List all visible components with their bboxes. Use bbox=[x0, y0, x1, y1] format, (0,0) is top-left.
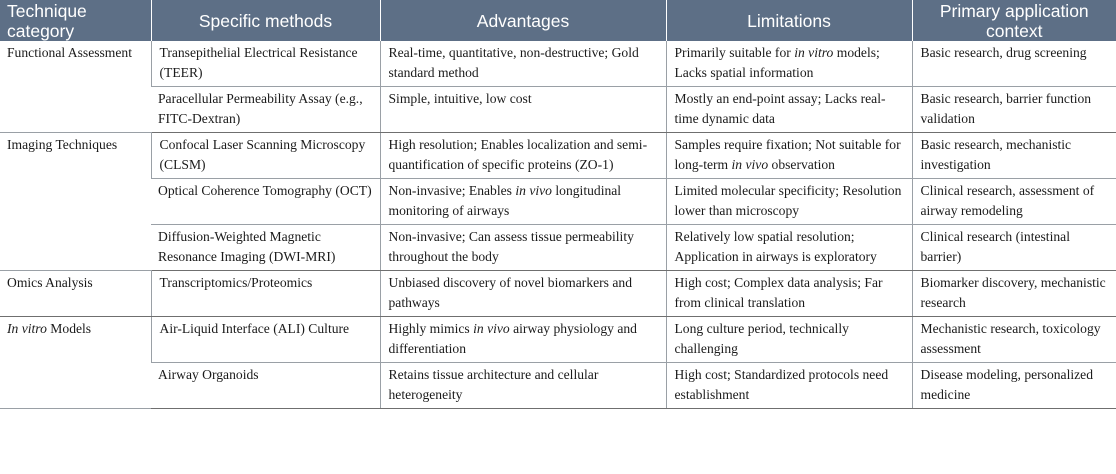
category-cell bbox=[0, 317, 151, 409]
category-text: Models bbox=[46, 321, 92, 336]
limitations-cell: Long culture period, technically challenging bbox=[666, 317, 912, 363]
limitations-cell: Limited molecular specificity; Resolution lower than microscopy bbox=[666, 179, 912, 225]
table-row bbox=[0, 363, 1116, 409]
advantages-italic: in vivo bbox=[473, 321, 510, 336]
limitations-cell: High cost; Complex data analysis; Far from clinical translation bbox=[666, 271, 912, 317]
method-cell: Confocal Laser Scanning Microscopy (CLSM) bbox=[151, 133, 380, 179]
method-cell: Paracellular Permeability Assay (e.g., FITC-Dextran) bbox=[151, 87, 380, 133]
table-row bbox=[0, 133, 1116, 179]
context-cell: Clinical research (intestinal barrier) bbox=[912, 225, 1116, 271]
context-cell: Biomarker discovery, mechanistic research bbox=[912, 271, 1116, 317]
advantages-italic: in vivo bbox=[515, 183, 552, 198]
advantages-cell: Non-invasive; Can assess tissue permeability throughout the body bbox=[380, 225, 666, 271]
advantages-text: longitudinal monitoring of airways bbox=[388, 183, 622, 218]
limitations-cell: High cost; Standardized protocols need establishment bbox=[666, 363, 912, 409]
context-cell: Clinical research, assessment of airway remodeling bbox=[912, 179, 1116, 225]
advantages-cell bbox=[380, 179, 666, 225]
advantages-cell bbox=[380, 317, 666, 363]
header-specific-methods: Specific methods bbox=[151, 0, 380, 41]
method-cell: Optical Coherence Tomography (OCT) bbox=[151, 179, 380, 225]
category-cell: Functional Assessment bbox=[0, 41, 151, 133]
context-cell: Basic research, mechanistic investigation bbox=[912, 133, 1116, 179]
limitations-text: models; Lacks spatial information bbox=[674, 45, 880, 80]
context-cell: Basic research, barrier function validation bbox=[912, 87, 1116, 133]
header-technique-category: Technique category bbox=[0, 0, 151, 41]
table-row bbox=[0, 317, 1116, 363]
limitations-text: Primarily suitable for bbox=[674, 45, 795, 60]
table-row bbox=[0, 271, 1116, 317]
limitations-cell: Relatively low spatial resolution; Application in airways is exploratory bbox=[666, 225, 912, 271]
context-cell: Basic research, drug screening bbox=[912, 41, 1116, 87]
header-row bbox=[0, 0, 1116, 41]
method-cell: Transcriptomics/Proteomics bbox=[151, 271, 380, 317]
limitations-italic: in vitro bbox=[794, 45, 834, 60]
limitations-cell bbox=[666, 41, 912, 87]
advantages-cell: High resolution; Enables localization and semi-quantification of specific proteins (ZO-1) bbox=[380, 133, 666, 179]
header-primary-application-context: Primary application context bbox=[912, 0, 1116, 41]
method-cell: Air-Liquid Interface (ALI) Culture bbox=[151, 317, 380, 363]
advantages-cell: Real-time, quantitative, non-destructive; Gold standard method bbox=[380, 41, 666, 87]
method-cell: Airway Organoids bbox=[151, 363, 380, 409]
category-cell: Imaging Techniques bbox=[0, 133, 151, 271]
advantages-cell: Simple, intuitive, low cost bbox=[380, 87, 666, 133]
category-cell: Omics Analysis bbox=[0, 271, 151, 317]
limitations-cell: Mostly an end-point assay; Lacks real-time dynamic data bbox=[666, 87, 912, 133]
table-row bbox=[0, 179, 1116, 225]
category-italic: In vitro bbox=[7, 321, 47, 336]
advantages-text: Highly mimics bbox=[388, 321, 474, 336]
table-row bbox=[0, 41, 1116, 87]
context-cell: Disease modeling, personalized medicine bbox=[912, 363, 1116, 409]
limitations-text: Samples require fixation; Not suitable for long-term bbox=[674, 137, 901, 172]
advantages-cell: Retains tissue architecture and cellular heterogeneity bbox=[380, 363, 666, 409]
table-row bbox=[0, 225, 1116, 271]
method-cell: Diffusion-Weighted Magnetic Resonance Imaging (DWI-MRI) bbox=[151, 225, 380, 271]
advantages-text: Non-invasive; Enables bbox=[388, 183, 516, 198]
limitations-italic: in vivo bbox=[731, 157, 769, 172]
header-advantages: Advantages bbox=[380, 0, 666, 41]
header-limitations: Limitations bbox=[666, 0, 912, 41]
advantages-cell: Unbiased discovery of novel biomarkers and pathways bbox=[380, 271, 666, 317]
context-cell: Mechanistic research, toxicology assessment bbox=[912, 317, 1116, 363]
advantages-text: airway physiology and differentiation bbox=[388, 321, 637, 356]
limitations-text: observation bbox=[768, 157, 835, 172]
method-cell: Transepithelial Electrical Resistance (TEER) bbox=[151, 41, 380, 87]
limitations-cell bbox=[666, 133, 912, 179]
table-row bbox=[0, 87, 1116, 133]
